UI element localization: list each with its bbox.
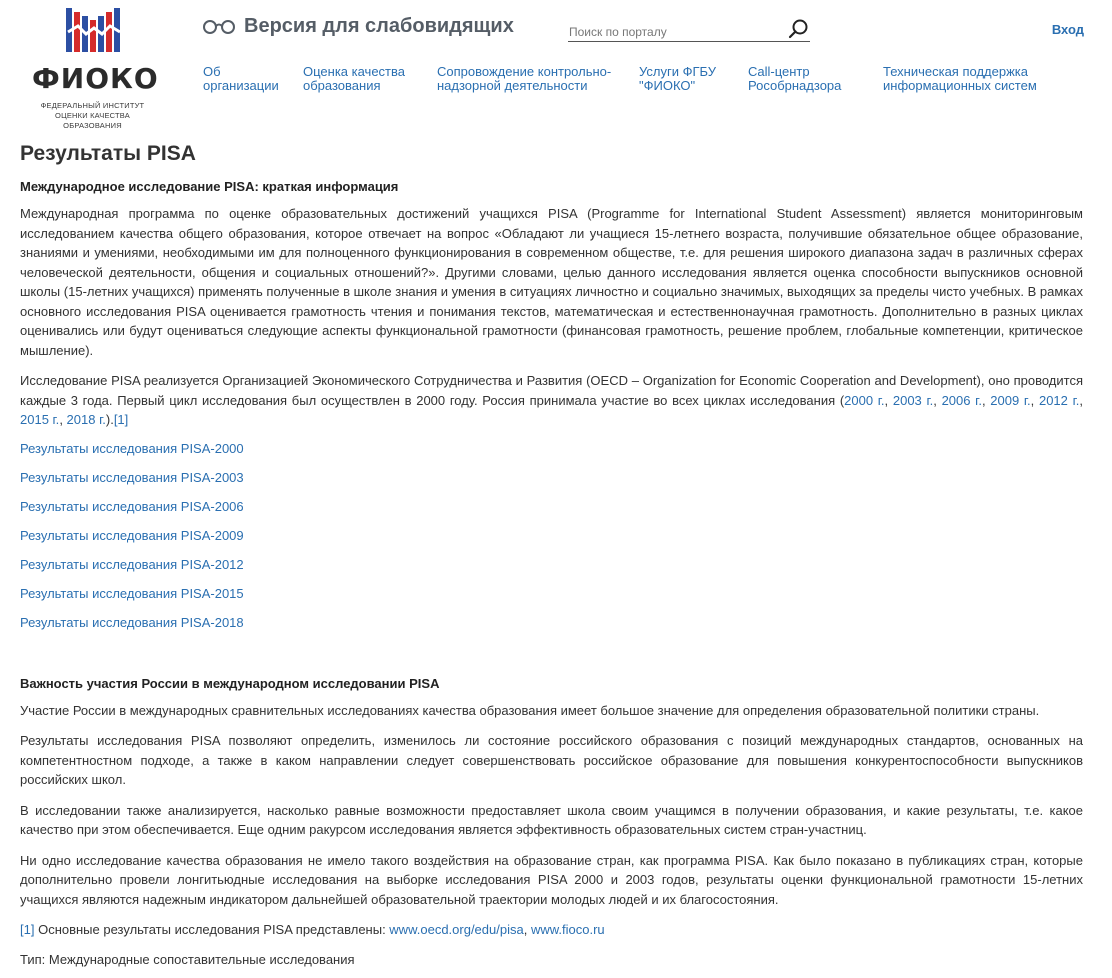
results-link-pisa-2003[interactable]: Результаты исследования PISA-2003 bbox=[20, 470, 244, 485]
main-content bbox=[20, 140, 1083, 969]
nav-item-label: информационных систем bbox=[883, 77, 1037, 93]
site-logo[interactable] bbox=[30, 6, 159, 130]
logo-subtitle-line1: ФЕДЕРАЛЬНЫЙ ИНСТИТУТ bbox=[40, 101, 145, 110]
paragraph-pisa-oecd: Исследование PISA реализуется Организацией Экономического Сотрудничества и Развития (OECD – Organization for Economic Cooperation and Development), оно проводится каждые 3 года. Первый цикл исследования был осуществлен в 2000 году. Россия принимала участие во всех циклах исследования (2000 г., 2003 г., 2006 г., 2009 г., 2012 г., 2015 г., 2018 г.).[1] bbox=[20, 373, 1083, 427]
fioco-link[interactable]: www.fioco.ru bbox=[530, 922, 605, 937]
nav-item-label: Об bbox=[203, 64, 221, 79]
paragraph-equal-opportunities: В исследовании также анализируется, насколько равные возможности предоставляет школа своим учащимся в получении образования, и какие результаты, т.е. какое качество при этом обеспечивается. Еще одним ракурсом исследования является эффективность образовательных систем стран-участниц. bbox=[20, 802, 1083, 837]
year-link-2000[interactable]: 2000 г. bbox=[844, 392, 885, 408]
results-link-pisa-2018[interactable]: Результаты исследования PISA-2018 bbox=[20, 615, 244, 630]
footnote-separator: , bbox=[523, 922, 531, 937]
results-link-pisa-2015[interactable]: Результаты исследования PISA-2015 bbox=[20, 586, 244, 601]
paragraph-importance: Участие России в международных сравнительных исследованиях качества образования имеет большое значение для определения образовательной политики страны. bbox=[20, 702, 1040, 718]
nav-item-label: Оценка качества bbox=[303, 64, 406, 79]
low-vision-version-link[interactable] bbox=[202, 15, 514, 38]
footnote-text: Основные результаты исследования PISA представлены: bbox=[34, 922, 390, 937]
results-link-pisa-2000[interactable]: Результаты исследования PISA-2000 bbox=[20, 441, 244, 456]
logo-wordmark: ФИОКО bbox=[32, 62, 159, 95]
nav-item-label: образования bbox=[303, 77, 381, 93]
nav-item-label: "ФИОКО" bbox=[639, 77, 696, 93]
year-link-2012[interactable]: 2012 г. bbox=[1038, 392, 1080, 408]
paragraph-text: ). bbox=[105, 412, 114, 427]
glasses-icon bbox=[202, 19, 236, 35]
paragraph-impact: Ни одно исследование качества образования не имело такого воздействия на образование стран, как программа PISA. Как было показано в публикациях стран, которые дополнительно провели лонгитьюдные исследования на выборке исследования PISA 2000 и 2003 годов, результаты оценки функциональной грамотности 15-летних учащихся являются надежным индикатором дальнейшей образовательной траектории молодых людей и их благосостояния. bbox=[20, 852, 1083, 907]
paragraph-pisa-overview: Международная программа по оценке образовательных достижений учащихся PISA (Programme for International Student Assessment) является мониторинговым исследованием качества общего образования, которое отвечает на вопрос «Обладают ли учащиеся 15-летнего возраста, получившие обязательное общее образование, знаниями и умениями, необходимыми им для полноценного функционирования в современном обществе, т.е. для решения широкого диапазона задач в различных сферах человеческой деятельности, общения и социальных отношений?». Другими словами, целью данного исследования является оценка способности выпускников основной школы (15-летних учащихся) применять полученные в школе знания и умения в ситуациях личностно и социально значимых, выходящих за пределы чисто учебных. В рамках основного исследования PISA оценивается грамотность чтения и понимания текстов, математическая и естественнонаучная грамотность. Дополнительно в разных циклах оценивались или будут оцениваться следующие аспекты функциональной грамотности (финансовая грамотность, решение проблем, глобальные компетенции, критическое мышление). bbox=[20, 206, 1083, 358]
nav-item-label: Рособрнадзора bbox=[748, 77, 842, 93]
nav-item-oversight-support[interactable] bbox=[437, 65, 611, 92]
year-link-2003[interactable]: 2003 г. bbox=[892, 392, 934, 408]
results-link-pisa-2009[interactable]: Результаты исследования PISA-2009 bbox=[20, 528, 244, 543]
nav-item-tech-support[interactable] bbox=[883, 65, 1037, 92]
nav-item-label: Услуги ФГБУ bbox=[639, 64, 717, 79]
footnote bbox=[20, 920, 1083, 940]
nav-item-services[interactable] bbox=[639, 65, 716, 92]
year-link-2006[interactable]: 2006 г. bbox=[941, 392, 982, 408]
footnote-anchor-link[interactable]: [1] bbox=[20, 922, 35, 937]
spacer bbox=[20, 633, 1083, 659]
page-title: Результаты PISA bbox=[20, 142, 196, 165]
nav-item-label: надзорной деятельности bbox=[437, 77, 588, 93]
logo-flag-bars-icon bbox=[64, 6, 128, 56]
search-input[interactable] bbox=[568, 21, 774, 43]
year-link-2015[interactable]: 2015 г. bbox=[20, 412, 60, 427]
nav-item-education-quality[interactable] bbox=[303, 65, 405, 92]
portal-search bbox=[568, 18, 810, 42]
results-link-list bbox=[20, 439, 1083, 633]
nav-item-call-center[interactable] bbox=[748, 65, 841, 92]
year-link-2018[interactable]: 2018 г. bbox=[66, 412, 106, 427]
oecd-pisa-link[interactable]: www.oecd.org/edu/pisa bbox=[389, 922, 524, 937]
nav-item-label: Call-центр bbox=[748, 64, 810, 79]
section-title-importance: Важность участия России в международном исследовании PISA bbox=[20, 675, 440, 691]
nav-item-label: Сопровождение контрольно- bbox=[437, 64, 612, 79]
results-link-pisa-2006[interactable]: Результаты исследования PISA-2006 bbox=[20, 499, 244, 514]
nav-item-label: организации bbox=[203, 77, 279, 93]
footnote-ref-link[interactable]: [1] bbox=[113, 412, 129, 427]
paragraph-results-meaning: Результаты исследования PISA позволяют определить, изменилось ли состояние российского образования с позиций международных стандартов, основанных на компетентностном подходе, а также в каком направлении следует совершенствовать российское образование для повышения конкурентоспособности выпускников российских школ. bbox=[20, 733, 1083, 787]
nav-item-about[interactable] bbox=[203, 65, 279, 92]
results-link-pisa-2012[interactable]: Результаты исследования PISA-2012 bbox=[20, 557, 244, 572]
low-vision-version-label: Версия для слабовидящих bbox=[244, 15, 514, 37]
year-link-2009[interactable]: 2009 г. bbox=[990, 392, 1031, 408]
logo-subtitle-line2: ОЦЕНКИ КАЧЕСТВА ОБРАЗОВАНИЯ bbox=[55, 111, 130, 130]
section-title-overview: Международное исследование PISA: краткая информация bbox=[20, 179, 399, 194]
login-link[interactable]: Вход bbox=[1051, 22, 1084, 37]
material-type: Тип: Международные сопоставительные исследования bbox=[20, 951, 355, 967]
search-icon[interactable] bbox=[788, 18, 810, 40]
nav-item-label: Техническая поддержка bbox=[883, 64, 1028, 79]
logo-subtitle bbox=[30, 101, 155, 131]
paragraph-text: Исследование PISA реализуется Организацией Экономического Сотрудничества и Развития (OECD – Organization for Economic Cooperation and Development), оно проводится каждые 3 года. Первый цикл исследования был осуществлен в 2000 году. Россия принимала участие во всех циклах исследования ( bbox=[20, 373, 1083, 408]
